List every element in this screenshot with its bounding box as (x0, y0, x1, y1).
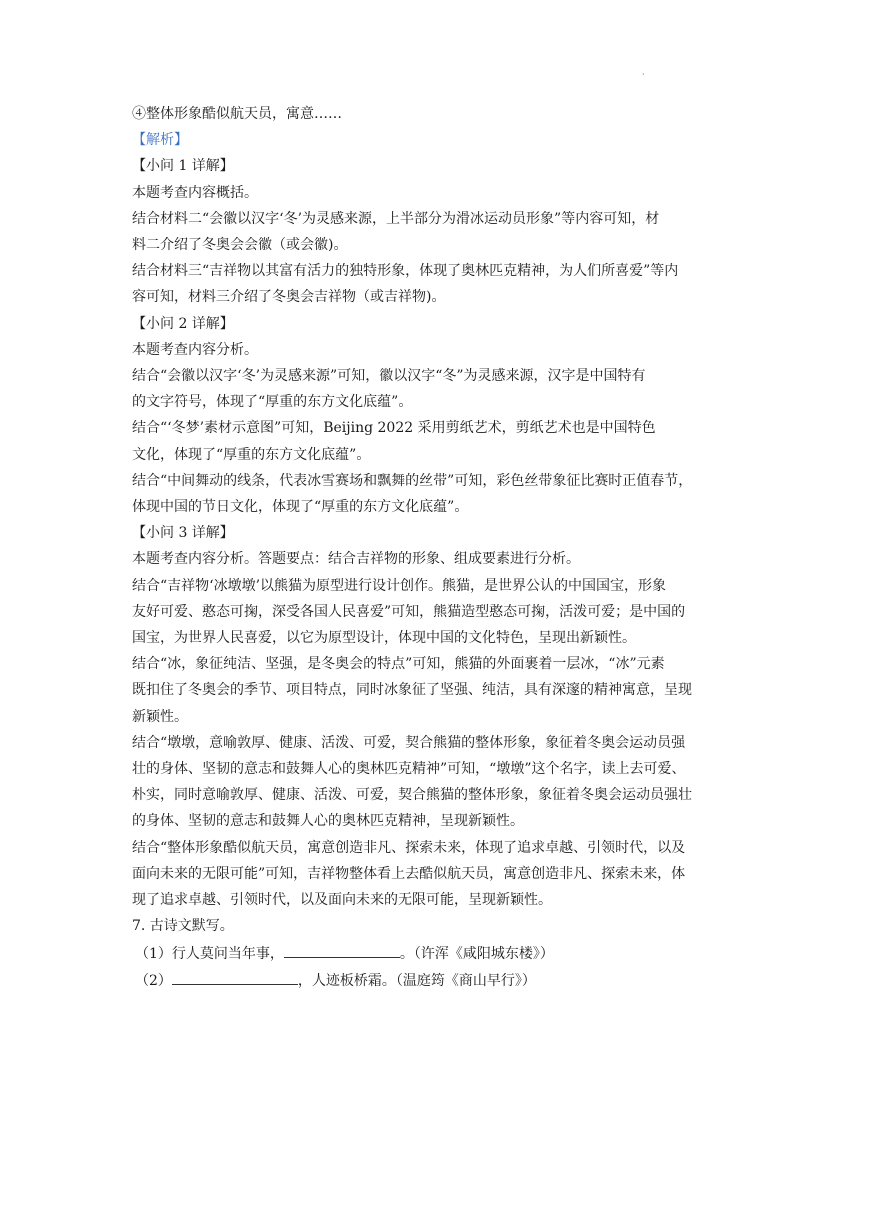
q3-line: 既扣住了冬奥会的季节、项目特点，同时冰象征了坚强、纯洁，具有深邃的精神寓意，呈现 (132, 682, 692, 699)
q1-line: 结合材料三“吉祥物以其富有活力的独特形象，体现了奥林匹克精神，为人们所喜爱”等内 (132, 263, 679, 280)
q3-line: 现了追求卓越、引领时代，以及面向未来的无限可能，呈现新颖性。 (132, 892, 552, 909)
q7-item-2 (132, 967, 752, 994)
intro-line: ④整体形象酷似航天员，寓意…… (132, 106, 342, 122)
q2-line: 文化，体现了“厚重的东方文化底蕴”。 (132, 446, 371, 463)
q3-line: 朴实，同时意喻敦厚、健康、活泼、可爱，契合熊猫的整体形象，象征着冬奥会运动员强壮 (132, 787, 692, 804)
q3-line: 新颖性。 (132, 708, 188, 725)
q7-item-1 (132, 940, 752, 967)
q7-item-1-before: （1）行人莫问当年事， (135, 945, 284, 962)
q1-line: 容可知，材料三介绍了冬奥会吉祥物（或吉祥物)。 (132, 289, 446, 306)
q2-line: 体现中国的节日文化，体现了“厚重的东方文化底蕴”。 (132, 499, 469, 516)
q3-line: 的身体、坚韧的意志和鼓舞人心的奥林匹克精神，呈现新颖性。 (132, 813, 524, 830)
q3-line: 面向未来的无限可能”可知，吉祥物整体看上去酷似航天员，寓意创造非凡、探索未来，体 (132, 865, 686, 882)
q3-line: 友好可爱、憨态可掬，深受各国人民喜爱”可知，熊猫造型憨态可掬，活泼可爱；是中国的 (132, 603, 686, 620)
answer-blank-2[interactable] (172, 967, 298, 985)
q3-line: 壮的身体、坚韧的意志和鼓舞人心的奥林匹克精神”可知，“墩墩”这个名字，读上去可爱、 (132, 761, 686, 778)
q2-heading: 【小问 2 详解】 (132, 315, 234, 332)
q2-line: 结合“‘冬梦’素材示意图”可知，Beijing 2022 采用剪纸艺术，剪纸艺术也是中国特色 (132, 420, 656, 437)
document-body (132, 101, 752, 994)
q3-line: 结合“吉祥物‘冰墩墩’以熊猫为原型进行设计创作。熊猫，是世界公认的中国国宝，形象 (132, 577, 667, 594)
q7-item-2-after: ，人迹板桥霜。（温庭筠《商山早行》） (297, 972, 536, 989)
q7-item-1-after: 。（许浑《咸阳城东楼》） (399, 945, 554, 962)
q1-heading: 【小问 1 详解】 (132, 158, 234, 175)
answer-blank-1[interactable] (284, 940, 400, 958)
q1-line: 本题考查内容概括。 (132, 184, 258, 201)
q3-heading: 【小问 3 详解】 (132, 525, 234, 542)
q2-line: 结合“中间舞动的线条，代表冰雪赛场和飘舞的丝带”可知，彩色丝带象征比赛时正值春节， (132, 472, 693, 489)
q7-title: 7. 古诗文默写。 (132, 918, 234, 935)
q3-line: 结合“整体形象酷似航天员，寓意创造非凡、探索未来，体现了追求卓越、引领时代，以及 (132, 839, 686, 856)
q2-line: 结合“会徽以汉字‘冬’为灵感来源”可知，徽以汉字“冬”为灵感来源，汉字是中国特有 (132, 368, 646, 385)
q2-line: 的文字符号，体现了“厚重的东方文化底蕴”。 (132, 394, 413, 411)
q3-line: 结合“墩墩，意喻敦厚、健康、活泼、可爱，契合熊猫的整体形象，象征着冬奥会运动员强 (132, 734, 686, 751)
q7-item-2-before: （2） (135, 972, 172, 989)
q3-line: 结合“冰，象征纯洁、坚强，是冬奥会的特点”可知，熊猫的外面裹着一层冰，“冰”元素 (132, 656, 665, 673)
q3-line: 国宝，为世界人民喜爱，以它为原型设计，体现中国的文化特色，呈现出新颖性。 (132, 630, 636, 647)
q1-line: 结合材料二“会徽以汉字‘冬’为灵感来源，上半部分为滑冰运动员形象”等内容可知，材 (132, 210, 660, 227)
q2-line: 本题考查内容分析。 (132, 341, 258, 358)
analysis-label: 【解析】 (132, 132, 188, 149)
page-mark: · (642, 70, 645, 79)
q3-line: 本题考查内容分析。答题要点：结合吉祥物的形象、组成要素进行分析。 (132, 551, 580, 568)
q1-line: 料二介绍了冬奥会会徽（或会徽)。 (132, 237, 348, 254)
